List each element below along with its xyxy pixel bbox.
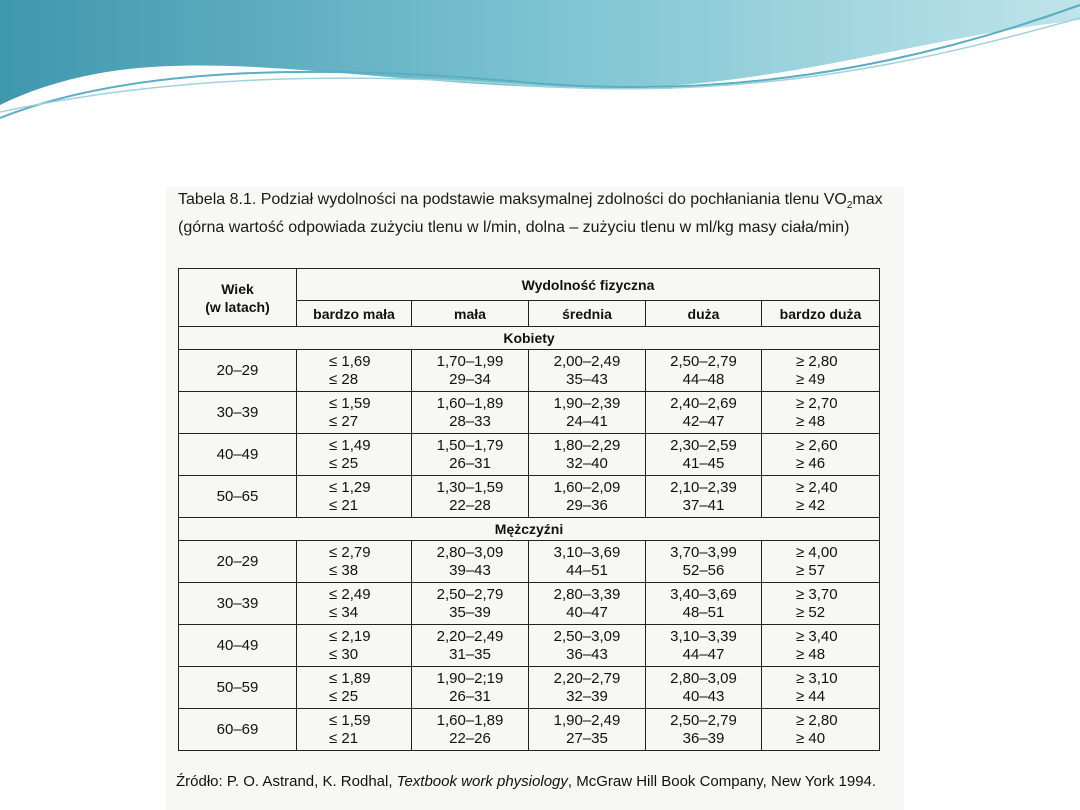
table-caption [178, 189, 890, 239]
value-ml-per-kg-min: ≥ 46 [796, 454, 826, 472]
column-header: mała [412, 301, 529, 327]
value-l-per-min: 1,60–2,09 [553, 478, 621, 496]
caption-prefix: Tabela 8.1. Podział wydolności na podstawie maksymalnej zdolności do pochłaniania tlenu [178, 191, 824, 208]
table-row [179, 583, 880, 625]
value-l-per-min: ≤ 1,89 [329, 669, 371, 687]
value-cell [646, 476, 762, 518]
value-cell [646, 392, 762, 434]
value-cell [646, 583, 762, 625]
table-row [179, 667, 880, 709]
value-l-per-min: 1,90–2;19 [436, 669, 504, 687]
value-cell [297, 476, 412, 518]
value-l-per-min: 2,00–2,49 [553, 352, 621, 370]
value-cell [529, 541, 646, 583]
value-ml-per-kg-min: ≤ 21 [329, 729, 359, 747]
value-l-per-min: ≤ 2,79 [329, 543, 371, 561]
value-ml-per-kg-min: 29–36 [566, 496, 608, 514]
value-ml-per-kg-min: 32–40 [566, 454, 608, 472]
vo2max-table [178, 268, 880, 751]
source-note [176, 773, 878, 791]
age-cell: 50–65 [179, 476, 297, 518]
value-ml-per-kg-min: 32–39 [566, 687, 608, 705]
value-l-per-min: 1,80–2,29 [553, 436, 621, 454]
value-l-per-min: ≥ 4,00 [796, 543, 838, 561]
value-cell [297, 709, 412, 751]
value-cell [297, 667, 412, 709]
table-row [179, 392, 880, 434]
value-l-per-min: 1,70–1,99 [436, 352, 504, 370]
value-l-per-min: 2,80–3,09 [670, 669, 737, 687]
value-l-per-min: ≤ 1,59 [329, 394, 371, 412]
column-header: bardzo duża [762, 301, 880, 327]
value-cell [529, 350, 646, 392]
value-l-per-min: ≥ 2,40 [796, 478, 838, 496]
value-cell [762, 392, 880, 434]
value-cell [646, 667, 762, 709]
value-cell [529, 583, 646, 625]
value-l-per-min: ≥ 2,80 [796, 352, 838, 370]
value-cell [529, 667, 646, 709]
source-prefix: Źródło: P. O. Astrand, K. Rodhal, [176, 773, 397, 790]
value-l-per-min: ≤ 1,29 [329, 478, 371, 496]
value-cell [762, 476, 880, 518]
value-cell [412, 350, 529, 392]
value-cell [297, 392, 412, 434]
value-l-per-min: ≤ 2,19 [329, 627, 371, 645]
value-ml-per-kg-min: ≤ 28 [329, 370, 359, 388]
age-cell: 30–39 [179, 392, 297, 434]
value-ml-per-kg-min: 40–47 [566, 603, 608, 621]
value-l-per-min: ≤ 2,49 [329, 585, 371, 603]
value-l-per-min: 2,40–2,69 [670, 394, 737, 412]
value-cell [412, 709, 529, 751]
value-l-per-min: 2,10–2,39 [670, 478, 737, 496]
table-row [179, 709, 880, 751]
table-row [179, 625, 880, 667]
age-cell: 50–59 [179, 667, 297, 709]
value-cell [297, 350, 412, 392]
value-cell [412, 541, 529, 583]
value-l-per-min: 2,80–3,39 [553, 585, 621, 603]
value-cell [412, 476, 529, 518]
value-l-per-min: ≥ 2,70 [796, 394, 838, 412]
value-ml-per-kg-min: 27–35 [566, 729, 608, 747]
value-l-per-min: ≤ 1,49 [329, 436, 371, 454]
age-header-line1: Wiek [221, 280, 254, 297]
age-cell: 30–39 [179, 583, 297, 625]
value-l-per-min: 2,50–3,09 [553, 627, 621, 645]
age-cell: 20–29 [179, 350, 297, 392]
value-ml-per-kg-min: 42–47 [682, 412, 725, 430]
value-cell [297, 625, 412, 667]
age-cell: 60–69 [179, 709, 297, 751]
value-ml-per-kg-min: ≤ 21 [329, 496, 359, 514]
value-cell [412, 392, 529, 434]
value-l-per-min: ≤ 1,59 [329, 711, 371, 729]
age-cell: 20–29 [179, 541, 297, 583]
value-ml-per-kg-min: 36–39 [682, 729, 725, 747]
value-cell [646, 350, 762, 392]
value-cell [297, 583, 412, 625]
value-l-per-min: 1,50–1,79 [436, 436, 504, 454]
value-ml-per-kg-min: 36–43 [566, 645, 608, 663]
value-cell [412, 583, 529, 625]
value-l-per-min: ≥ 2,80 [796, 711, 838, 729]
value-cell [762, 667, 880, 709]
value-cell [646, 709, 762, 751]
caption-vo-subscript: 2 [846, 200, 853, 212]
value-cell [762, 583, 880, 625]
value-ml-per-kg-min: 22–26 [449, 729, 491, 747]
value-ml-per-kg-min: 31–35 [449, 645, 491, 663]
header-wave-decoration [0, 0, 1080, 130]
value-ml-per-kg-min: 39–43 [449, 561, 491, 579]
age-header [179, 269, 297, 327]
value-l-per-min: ≥ 3,10 [796, 669, 838, 687]
value-ml-per-kg-min: 28–33 [449, 412, 491, 430]
column-header: duża [646, 301, 762, 327]
value-cell [646, 434, 762, 476]
value-l-per-min: 1,90–2,49 [553, 711, 621, 729]
value-ml-per-kg-min: ≥ 42 [796, 496, 826, 514]
value-ml-per-kg-min: 41–45 [682, 454, 725, 472]
table-row [179, 476, 880, 518]
value-l-per-min: 1,60–1,89 [436, 394, 504, 412]
value-ml-per-kg-min: 35–39 [449, 603, 491, 621]
age-cell: 40–49 [179, 625, 297, 667]
value-cell [412, 667, 529, 709]
value-ml-per-kg-min: 24–41 [566, 412, 608, 430]
value-cell [529, 476, 646, 518]
value-l-per-min: ≥ 3,40 [796, 627, 838, 645]
value-ml-per-kg-min: 44–51 [566, 561, 608, 579]
value-cell [529, 709, 646, 751]
value-l-per-min: 3,70–3,99 [670, 543, 737, 561]
value-ml-per-kg-min: 44–48 [682, 370, 725, 388]
value-cell [762, 709, 880, 751]
value-l-per-min: ≤ 1,69 [329, 352, 371, 370]
value-ml-per-kg-min: ≥ 49 [796, 370, 826, 388]
value-cell [412, 434, 529, 476]
table-row [179, 541, 880, 583]
value-cell [762, 350, 880, 392]
value-cell [646, 625, 762, 667]
table-row [179, 350, 880, 392]
value-ml-per-kg-min: 35–43 [566, 370, 608, 388]
group-header: Wydolność fizyczna [297, 269, 880, 301]
value-cell [412, 625, 529, 667]
value-ml-per-kg-min: ≥ 40 [796, 729, 826, 747]
table-row [179, 434, 880, 476]
value-cell [529, 625, 646, 667]
value-ml-per-kg-min: ≤ 38 [329, 561, 359, 579]
value-l-per-min: 3,40–3,69 [670, 585, 737, 603]
value-cell [646, 541, 762, 583]
value-l-per-min: 2,20–2,79 [553, 669, 621, 687]
value-ml-per-kg-min: 29–34 [449, 370, 491, 388]
value-cell [762, 541, 880, 583]
value-ml-per-kg-min: 52–56 [682, 561, 725, 579]
age-cell: 40–49 [179, 434, 297, 476]
value-l-per-min: 2,50–2,79 [436, 585, 504, 603]
value-ml-per-kg-min: 44–47 [682, 645, 725, 663]
value-ml-per-kg-min: ≤ 34 [329, 603, 359, 621]
value-ml-per-kg-min: ≥ 44 [796, 687, 826, 705]
value-cell [762, 625, 880, 667]
value-l-per-min: ≥ 3,70 [796, 585, 838, 603]
value-l-per-min: 1,90–2,39 [553, 394, 621, 412]
value-ml-per-kg-min: 37–41 [682, 496, 725, 514]
value-ml-per-kg-min: ≤ 30 [329, 645, 359, 663]
value-ml-per-kg-min: 26–31 [449, 454, 491, 472]
value-l-per-min: 1,60–1,89 [436, 711, 504, 729]
source-suffix: , McGraw Hill Book Company, New York 1994. [567, 773, 877, 790]
value-l-per-min: 3,10–3,39 [670, 627, 737, 645]
age-header-line2: (w latach) [205, 298, 270, 315]
value-l-per-min: 2,20–2,49 [436, 627, 504, 645]
value-ml-per-kg-min: 40–43 [682, 687, 725, 705]
value-cell [762, 434, 880, 476]
caption-vo: VO [823, 191, 847, 208]
value-ml-per-kg-min: ≤ 25 [329, 687, 359, 705]
value-ml-per-kg-min: ≤ 25 [329, 454, 359, 472]
value-ml-per-kg-min: ≥ 48 [796, 645, 826, 663]
value-ml-per-kg-min: ≥ 48 [796, 412, 826, 430]
value-ml-per-kg-min: 48–51 [682, 603, 725, 621]
value-ml-per-kg-min: 26–31 [449, 687, 491, 705]
value-cell [529, 434, 646, 476]
value-l-per-min: 2,30–2,59 [670, 436, 737, 454]
value-l-per-min: 3,10–3,69 [553, 543, 621, 561]
value-ml-per-kg-min: ≤ 27 [329, 412, 359, 430]
value-cell [297, 541, 412, 583]
value-ml-per-kg-min: 22–28 [449, 496, 491, 514]
value-l-per-min: 2,80–3,09 [436, 543, 504, 561]
caption-rest: max (górna wartość odpowiada zużyciu tlenu w l/min, dolna – zużyciu tlenu w ml/kg masy ciała/min) [178, 191, 883, 237]
value-cell [529, 392, 646, 434]
column-header: średnia [529, 301, 646, 327]
value-l-per-min: 2,50–2,79 [670, 711, 737, 729]
column-header: bardzo mała [297, 301, 412, 327]
value-ml-per-kg-min: ≥ 57 [796, 561, 826, 579]
value-l-per-min: 2,50–2,79 [670, 352, 737, 370]
value-l-per-min: 1,30–1,59 [436, 478, 504, 496]
value-l-per-min: ≥ 2,60 [796, 436, 838, 454]
value-cell [297, 434, 412, 476]
source-title: Textbook work physiology [396, 773, 568, 790]
value-ml-per-kg-min: ≥ 52 [796, 603, 826, 621]
section-title: Kobiety [179, 327, 880, 350]
section-title: Mężczyźni [179, 518, 880, 541]
